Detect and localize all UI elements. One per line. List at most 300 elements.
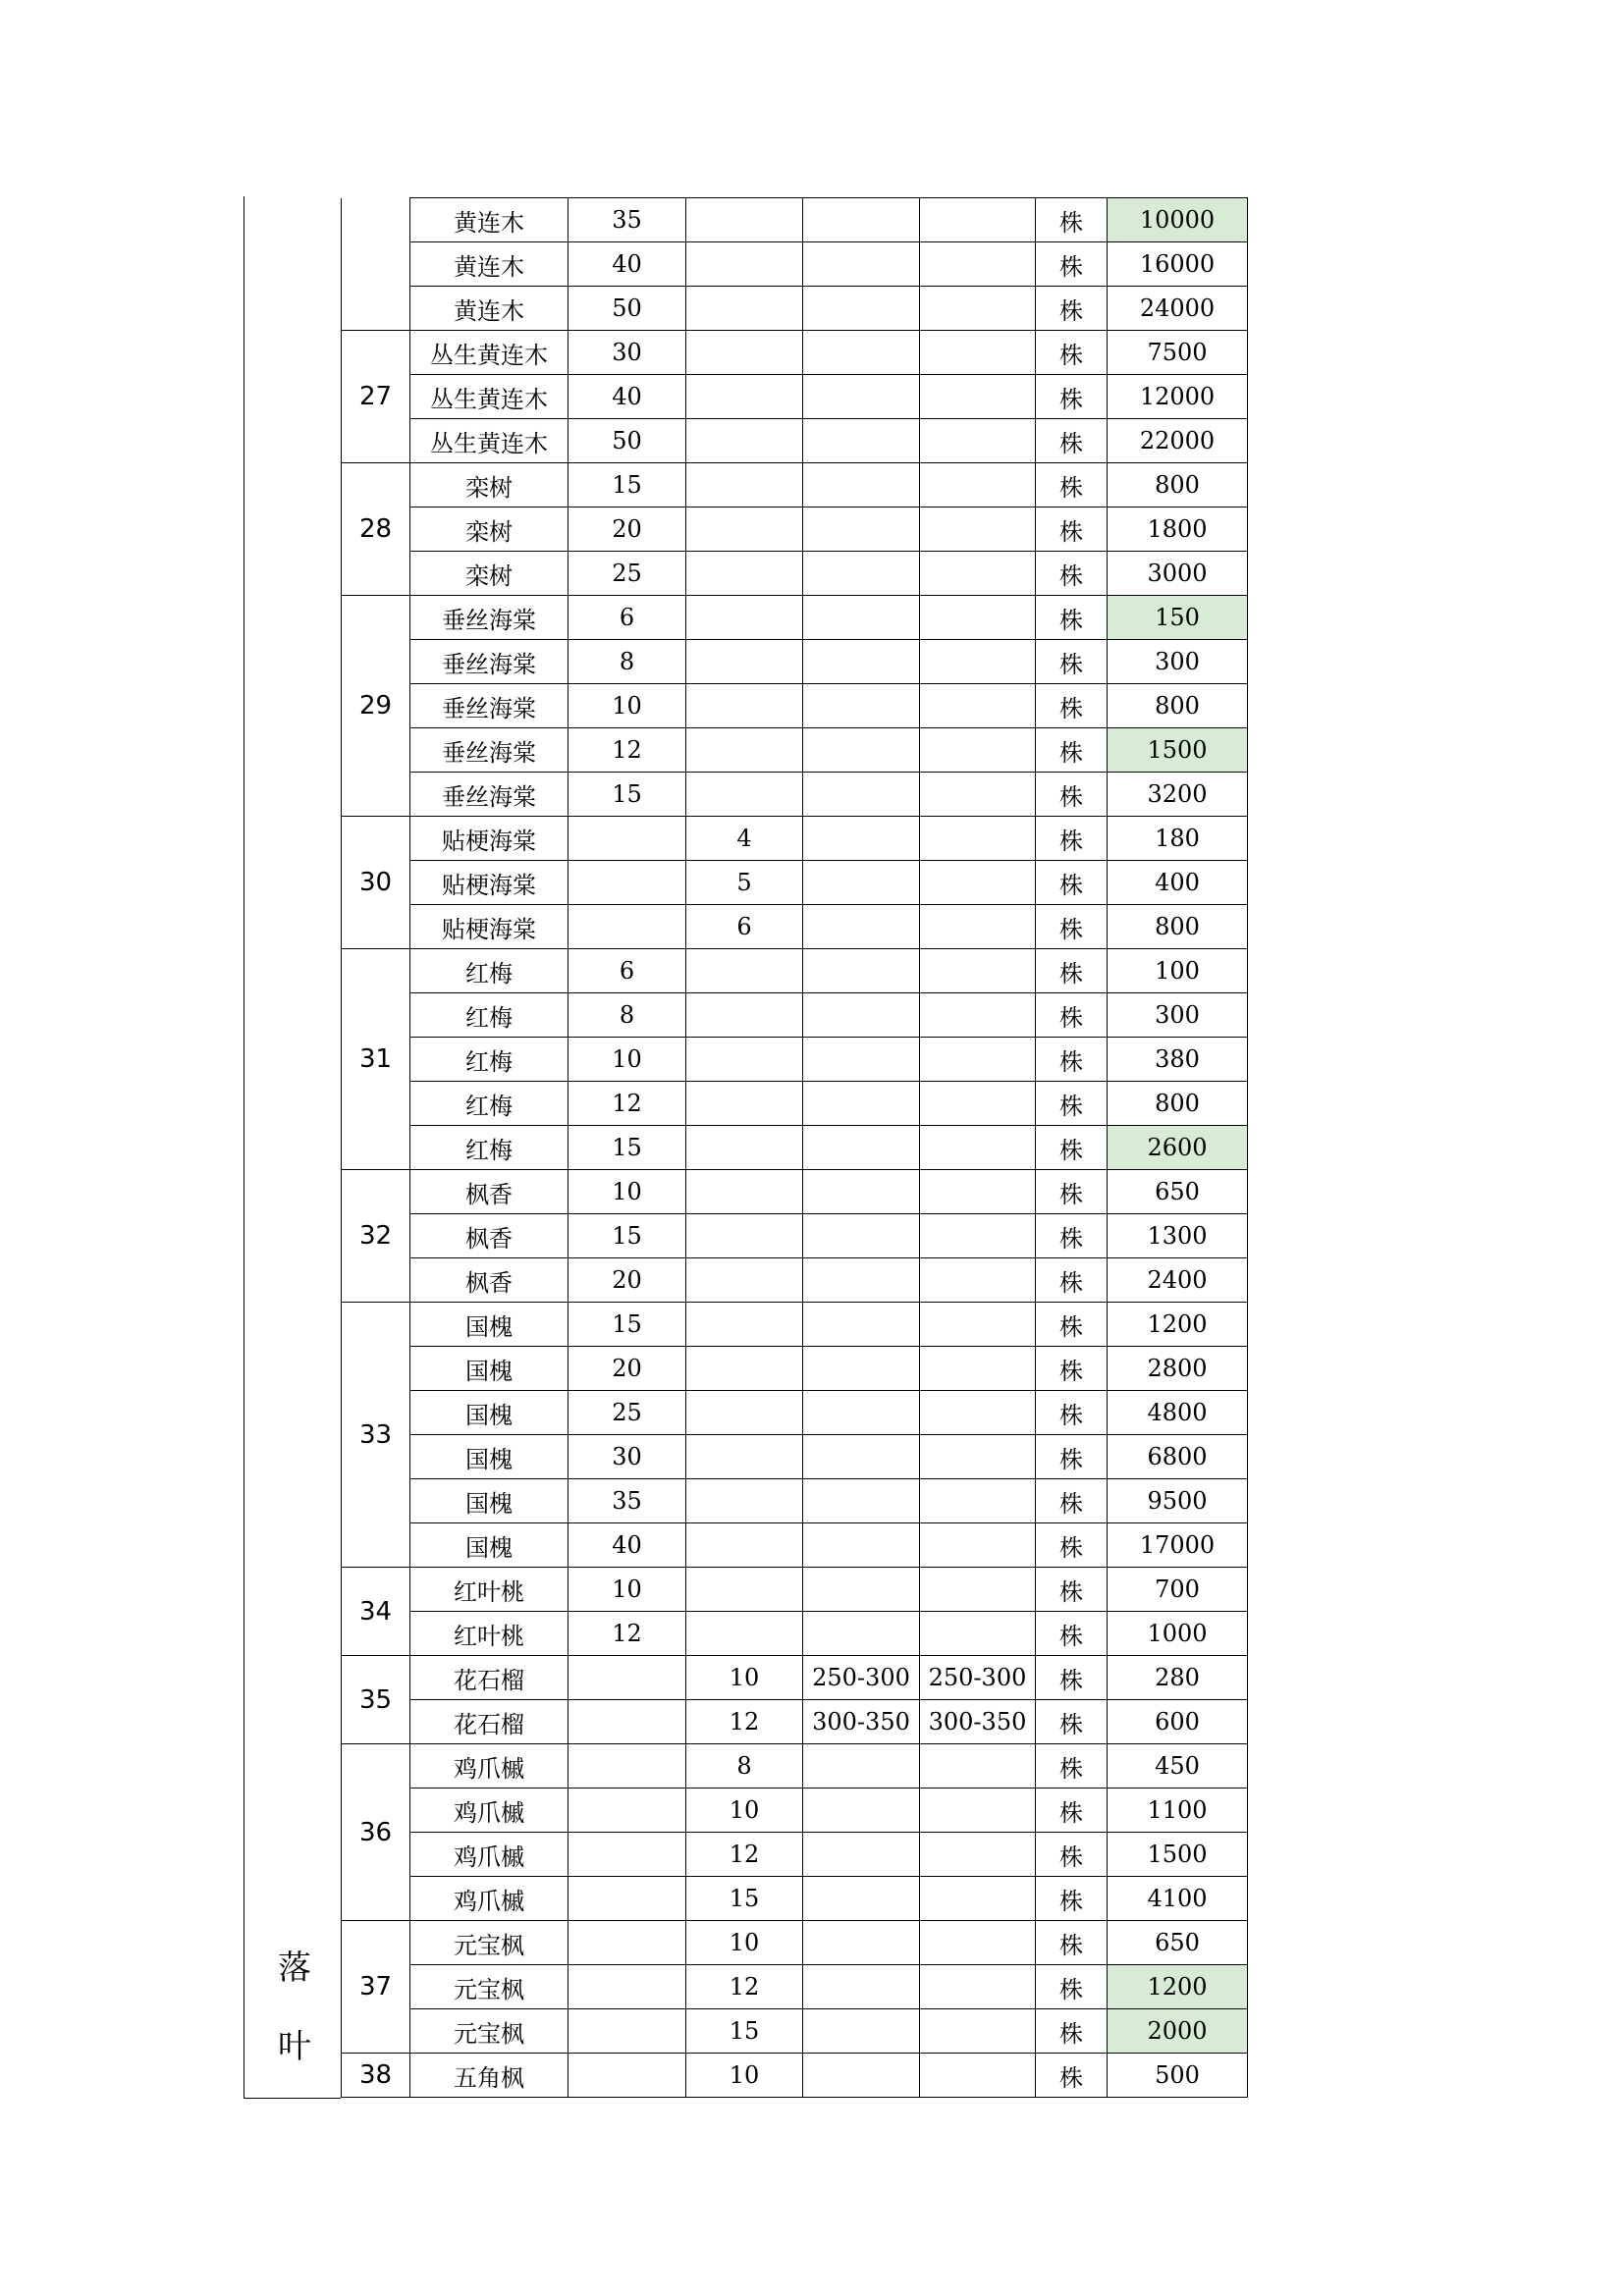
table-row <box>342 684 1248 728</box>
table-row <box>342 1347 1248 1391</box>
spec-col-1-cell: 15 <box>568 773 686 817</box>
table-row <box>342 1965 1248 2009</box>
price-cell: 400 <box>1108 861 1248 905</box>
spec-col-2-cell <box>686 773 803 817</box>
unit-cell: 株 <box>1036 1391 1108 1435</box>
spec-col-2-cell: 12 <box>686 1700 803 1744</box>
table-row <box>342 1126 1248 1170</box>
unit-cell: 株 <box>1036 993 1108 1038</box>
unit-cell: 株 <box>1036 1523 1108 1568</box>
spec-col-1-cell <box>568 1965 686 2009</box>
table-row <box>342 1789 1248 1833</box>
price-cell: 180 <box>1108 817 1248 861</box>
plant-name-cell: 红梅 <box>410 1038 568 1082</box>
group-number-cell: 36 <box>342 1744 410 1921</box>
spec-col-2-cell <box>686 949 803 993</box>
spec-col-1-cell: 12 <box>568 728 686 773</box>
spec-col-4-cell <box>920 1258 1036 1303</box>
spec-col-4-cell <box>920 1612 1036 1656</box>
spec-col-4-cell <box>920 1303 1036 1347</box>
spec-col-3-cell <box>803 419 920 463</box>
price-cell: 9500 <box>1108 1479 1248 1523</box>
category-label-char-1: 落 <box>278 1949 311 1988</box>
plant-name-cell: 红梅 <box>410 1082 568 1126</box>
spec-col-2-cell <box>686 1347 803 1391</box>
spec-col-4-cell: 300-350 <box>920 1700 1036 1744</box>
spec-col-1-cell: 15 <box>568 1126 686 1170</box>
spec-col-3-cell <box>803 1258 920 1303</box>
spec-col-4-cell <box>920 640 1036 684</box>
price-cell: 4100 <box>1108 1877 1248 1921</box>
spec-col-4-cell <box>920 419 1036 463</box>
spec-col-4-cell <box>920 2009 1036 2054</box>
spec-col-2-cell <box>686 419 803 463</box>
spec-col-4-cell <box>920 1435 1036 1479</box>
spec-col-4-cell <box>920 1479 1036 1523</box>
group-number-cell: 32 <box>342 1170 410 1303</box>
plant-name-cell: 垂丝海棠 <box>410 596 568 640</box>
spec-col-1-cell: 10 <box>568 1568 686 1612</box>
spec-col-2-cell <box>686 287 803 331</box>
unit-cell: 株 <box>1036 419 1108 463</box>
spec-col-1-cell: 50 <box>568 419 686 463</box>
category-label-char-2: 叶 <box>278 2027 311 2066</box>
spec-col-3-cell <box>803 2009 920 2054</box>
table-row <box>342 1656 1248 1700</box>
spec-col-3-cell <box>803 684 920 728</box>
category-column-bottom-border <box>244 2098 341 2099</box>
table-row <box>342 773 1248 817</box>
price-cell: 1300 <box>1108 1214 1248 1258</box>
spec-col-2-cell <box>686 1479 803 1523</box>
price-cell: 600 <box>1108 1700 1248 1744</box>
spec-col-2-cell: 10 <box>686 1921 803 1965</box>
plant-name-cell: 黄连木 <box>410 287 568 331</box>
plant-name-cell: 鸡爪槭 <box>410 1833 568 1877</box>
price-cell: 800 <box>1108 684 1248 728</box>
spec-col-3-cell <box>803 198 920 242</box>
plant-name-cell: 栾树 <box>410 463 568 507</box>
table-row <box>342 1479 1248 1523</box>
spec-col-2-cell <box>686 728 803 773</box>
plant-name-cell: 元宝枫 <box>410 1921 568 1965</box>
spec-col-4-cell <box>920 463 1036 507</box>
plant-name-cell: 国槐 <box>410 1347 568 1391</box>
table-row <box>342 2054 1248 2098</box>
spec-col-4-cell <box>920 287 1036 331</box>
group-number-cell: 38 <box>342 2054 410 2098</box>
spec-col-2-cell <box>686 684 803 728</box>
spec-col-2-cell: 6 <box>686 905 803 949</box>
unit-cell: 株 <box>1036 2054 1108 2098</box>
spec-col-4-cell <box>920 993 1036 1038</box>
spec-col-4-cell <box>920 861 1036 905</box>
plant-name-cell: 栾树 <box>410 552 568 596</box>
price-cell: 2400 <box>1108 1258 1248 1303</box>
spec-col-4-cell <box>920 1214 1036 1258</box>
spec-col-2-cell <box>686 1523 803 1568</box>
plant-name-cell: 黄连木 <box>410 242 568 287</box>
spec-col-1-cell <box>568 1700 686 1744</box>
spec-col-4-cell <box>920 596 1036 640</box>
spec-col-1-cell: 40 <box>568 242 686 287</box>
plant-name-cell: 五角枫 <box>410 2054 568 2098</box>
spec-col-1-cell: 40 <box>568 375 686 419</box>
spec-col-4-cell <box>920 1523 1036 1568</box>
plant-name-cell: 国槐 <box>410 1479 568 1523</box>
plant-name-cell: 贴梗海棠 <box>410 905 568 949</box>
spec-col-1-cell: 20 <box>568 1347 686 1391</box>
spec-col-2-cell <box>686 640 803 684</box>
price-cell: 300 <box>1108 993 1248 1038</box>
spec-col-4-cell <box>920 198 1036 242</box>
spec-col-4-cell <box>920 1789 1036 1833</box>
spec-col-1-cell: 12 <box>568 1082 686 1126</box>
spec-col-3-cell <box>803 817 920 861</box>
spec-col-4-cell <box>920 1082 1036 1126</box>
spec-col-1-cell: 6 <box>568 949 686 993</box>
spec-col-2-cell <box>686 463 803 507</box>
plant-name-cell: 花石榴 <box>410 1656 568 1700</box>
price-cell: 12000 <box>1108 375 1248 419</box>
spec-col-1-cell <box>568 1789 686 1833</box>
spec-col-1-cell <box>568 1656 686 1700</box>
plant-name-cell: 黄连木 <box>410 198 568 242</box>
spec-col-1-cell: 8 <box>568 993 686 1038</box>
group-number-cell: 35 <box>342 1656 410 1744</box>
plant-name-cell: 枫香 <box>410 1214 568 1258</box>
spec-col-3-cell: 300-350 <box>803 1700 920 1744</box>
spec-col-2-cell <box>686 331 803 375</box>
spec-col-3-cell <box>803 861 920 905</box>
plant-name-cell: 国槐 <box>410 1435 568 1479</box>
price-cell: 2000 <box>1108 2009 1248 2054</box>
table-row <box>342 640 1248 684</box>
unit-cell: 株 <box>1036 1656 1108 1700</box>
plant-name-cell: 栾树 <box>410 507 568 552</box>
table-row <box>342 198 1248 242</box>
spec-col-1-cell: 40 <box>568 1523 686 1568</box>
spec-col-2-cell <box>686 1258 803 1303</box>
unit-cell: 株 <box>1036 728 1108 773</box>
price-cell: 1500 <box>1108 1833 1248 1877</box>
plant-name-cell: 垂丝海棠 <box>410 684 568 728</box>
spec-col-4-cell <box>920 1744 1036 1789</box>
unit-cell: 株 <box>1036 1038 1108 1082</box>
spec-col-2-cell: 12 <box>686 1965 803 2009</box>
price-cell: 380 <box>1108 1038 1248 1082</box>
spec-col-3-cell <box>803 242 920 287</box>
spec-col-3-cell <box>803 949 920 993</box>
price-cell: 280 <box>1108 1656 1248 1700</box>
spec-col-2-cell: 8 <box>686 1744 803 1789</box>
spec-col-3-cell <box>803 993 920 1038</box>
price-cell: 3200 <box>1108 773 1248 817</box>
group-number-cell: 34 <box>342 1568 410 1656</box>
spec-col-4-cell <box>920 1038 1036 1082</box>
spec-col-3-cell <box>803 1833 920 1877</box>
spec-col-4-cell <box>920 1833 1036 1877</box>
price-cell: 150 <box>1108 596 1248 640</box>
spec-col-4-cell <box>920 242 1036 287</box>
spec-col-4-cell <box>920 1965 1036 2009</box>
price-cell: 700 <box>1108 1568 1248 1612</box>
price-cell: 300 <box>1108 640 1248 684</box>
spec-col-2-cell: 4 <box>686 817 803 861</box>
plant-name-cell: 国槐 <box>410 1303 568 1347</box>
spec-col-2-cell <box>686 1435 803 1479</box>
plant-name-cell: 枫香 <box>410 1258 568 1303</box>
table-row <box>342 817 1248 861</box>
table-row <box>342 552 1248 596</box>
table-row <box>342 1303 1248 1347</box>
spec-col-2-cell <box>686 1126 803 1170</box>
table-row <box>342 728 1248 773</box>
unit-cell: 株 <box>1036 1435 1108 1479</box>
plant-name-cell: 鸡爪槭 <box>410 1877 568 1921</box>
spec-col-2-cell: 5 <box>686 861 803 905</box>
spec-col-3-cell <box>803 1612 920 1656</box>
spec-col-2-cell: 15 <box>686 1877 803 1921</box>
spec-col-2-cell <box>686 507 803 552</box>
price-cell: 100 <box>1108 949 1248 993</box>
plant-name-cell: 垂丝海棠 <box>410 640 568 684</box>
price-cell: 1800 <box>1108 507 1248 552</box>
spec-col-1-cell: 10 <box>568 1038 686 1082</box>
unit-cell: 株 <box>1036 1921 1108 1965</box>
unit-cell: 株 <box>1036 552 1108 596</box>
unit-cell: 株 <box>1036 287 1108 331</box>
spec-col-1-cell: 35 <box>568 198 686 242</box>
spec-col-3-cell <box>803 507 920 552</box>
unit-cell: 株 <box>1036 1082 1108 1126</box>
spec-col-1-cell <box>568 1921 686 1965</box>
price-cell: 1200 <box>1108 1303 1248 1347</box>
spec-col-1-cell: 8 <box>568 640 686 684</box>
spec-col-2-cell: 15 <box>686 2009 803 2054</box>
spec-col-1-cell: 50 <box>568 287 686 331</box>
unit-cell: 株 <box>1036 375 1108 419</box>
plant-name-cell: 国槐 <box>410 1523 568 1568</box>
price-cell: 800 <box>1108 905 1248 949</box>
spec-col-3-cell <box>803 1038 920 1082</box>
spec-col-1-cell: 35 <box>568 1479 686 1523</box>
spec-col-2-cell <box>686 1568 803 1612</box>
group-number-cell: 30 <box>342 817 410 949</box>
group-number-cell: 31 <box>342 949 410 1170</box>
table-row <box>342 1833 1248 1877</box>
spec-col-2-cell: 12 <box>686 1833 803 1877</box>
spec-col-4-cell <box>920 949 1036 993</box>
table-row <box>342 949 1248 993</box>
spec-col-2-cell <box>686 242 803 287</box>
price-cell: 800 <box>1108 463 1248 507</box>
plant-name-cell: 贴梗海棠 <box>410 861 568 905</box>
table-row <box>342 1038 1248 1082</box>
price-cell: 800 <box>1108 1082 1248 1126</box>
spec-col-1-cell: 15 <box>568 463 686 507</box>
unit-cell: 株 <box>1036 773 1108 817</box>
spec-col-1-cell: 10 <box>568 684 686 728</box>
group-number-cell: 28 <box>342 463 410 596</box>
spec-col-3-cell <box>803 1744 920 1789</box>
table-row <box>342 1082 1248 1126</box>
spec-col-1-cell: 30 <box>568 1435 686 1479</box>
plant-name-cell: 垂丝海棠 <box>410 773 568 817</box>
spec-col-3-cell <box>803 1303 920 1347</box>
spec-col-3-cell <box>803 1214 920 1258</box>
spec-col-3-cell <box>803 1347 920 1391</box>
plant-name-cell: 鸡爪槭 <box>410 1744 568 1789</box>
spec-col-4-cell <box>920 1877 1036 1921</box>
spec-col-1-cell: 12 <box>568 1612 686 1656</box>
table-row <box>342 1877 1248 1921</box>
spec-col-2-cell: 10 <box>686 2054 803 2098</box>
spec-col-3-cell <box>803 2054 920 2098</box>
spec-col-2-cell <box>686 1214 803 1258</box>
unit-cell: 株 <box>1036 1877 1108 1921</box>
price-cell: 1200 <box>1108 1965 1248 2009</box>
spec-col-4-cell <box>920 507 1036 552</box>
price-cell: 17000 <box>1108 1523 1248 1568</box>
table-row <box>342 507 1248 552</box>
spec-col-1-cell: 20 <box>568 1258 686 1303</box>
price-cell: 650 <box>1108 1170 1248 1214</box>
unit-cell: 株 <box>1036 2009 1108 2054</box>
unit-cell: 株 <box>1036 1568 1108 1612</box>
plant-name-cell: 枫香 <box>410 1170 568 1214</box>
price-cell: 7500 <box>1108 331 1248 375</box>
spec-col-3-cell <box>803 640 920 684</box>
plant-name-cell: 元宝枫 <box>410 2009 568 2054</box>
unit-cell: 株 <box>1036 1479 1108 1523</box>
unit-cell: 株 <box>1036 1303 1108 1347</box>
unit-cell: 株 <box>1036 684 1108 728</box>
unit-cell: 株 <box>1036 1833 1108 1877</box>
spec-col-2-cell <box>686 1612 803 1656</box>
unit-cell: 株 <box>1036 596 1108 640</box>
spec-col-3-cell <box>803 331 920 375</box>
spec-col-2-cell <box>686 1038 803 1082</box>
unit-cell: 株 <box>1036 1965 1108 2009</box>
spec-col-4-cell <box>920 1921 1036 1965</box>
plant-name-cell: 鸡爪槭 <box>410 1789 568 1833</box>
spec-col-4-cell <box>920 375 1036 419</box>
price-cell: 24000 <box>1108 287 1248 331</box>
unit-cell: 株 <box>1036 1258 1108 1303</box>
price-cell: 450 <box>1108 1744 1248 1789</box>
price-cell: 2600 <box>1108 1126 1248 1170</box>
spec-col-2-cell <box>686 1303 803 1347</box>
table-row <box>342 1612 1248 1656</box>
spec-col-1-cell <box>568 1877 686 1921</box>
spec-col-1-cell <box>568 817 686 861</box>
spec-col-4-cell <box>920 1391 1036 1435</box>
unit-cell: 株 <box>1036 1347 1108 1391</box>
spec-col-4-cell: 250-300 <box>920 1656 1036 1700</box>
spec-col-3-cell <box>803 287 920 331</box>
table-row <box>342 1170 1248 1214</box>
unit-cell: 株 <box>1036 817 1108 861</box>
plant-name-cell: 红梅 <box>410 993 568 1038</box>
spec-col-2-cell <box>686 552 803 596</box>
spec-col-3-cell: 250-300 <box>803 1656 920 1700</box>
spec-col-1-cell: 30 <box>568 331 686 375</box>
spec-col-1-cell <box>568 1744 686 1789</box>
group-number-cell <box>342 198 410 331</box>
table-row <box>342 596 1248 640</box>
table-row <box>342 331 1248 375</box>
spec-col-4-cell <box>920 684 1036 728</box>
spec-col-3-cell <box>803 773 920 817</box>
unit-cell: 株 <box>1036 242 1108 287</box>
spec-col-3-cell <box>803 1479 920 1523</box>
spec-col-4-cell <box>920 773 1036 817</box>
price-table-body <box>342 198 1248 2098</box>
unit-cell: 株 <box>1036 905 1108 949</box>
spec-col-2-cell <box>686 375 803 419</box>
spec-col-2-cell: 10 <box>686 1656 803 1700</box>
spec-col-3-cell <box>803 1789 920 1833</box>
plant-name-cell: 红叶桃 <box>410 1568 568 1612</box>
spec-col-1-cell: 15 <box>568 1214 686 1258</box>
spec-col-1-cell: 6 <box>568 596 686 640</box>
spec-col-2-cell <box>686 1082 803 1126</box>
spec-col-3-cell <box>803 1965 920 2009</box>
spec-col-3-cell <box>803 1082 920 1126</box>
unit-cell: 株 <box>1036 1744 1108 1789</box>
spec-col-3-cell <box>803 1877 920 1921</box>
spec-col-2-cell <box>686 198 803 242</box>
table-row <box>342 287 1248 331</box>
unit-cell: 株 <box>1036 1700 1108 1744</box>
spec-col-3-cell <box>803 905 920 949</box>
plant-name-cell: 垂丝海棠 <box>410 728 568 773</box>
spec-col-1-cell: 10 <box>568 1170 686 1214</box>
table-row <box>342 375 1248 419</box>
table-row <box>342 419 1248 463</box>
spec-col-4-cell <box>920 331 1036 375</box>
price-cell: 16000 <box>1108 242 1248 287</box>
price-cell: 22000 <box>1108 419 1248 463</box>
unit-cell: 株 <box>1036 198 1108 242</box>
spec-col-4-cell <box>920 1126 1036 1170</box>
table-row <box>342 1391 1248 1435</box>
spec-col-2-cell <box>686 993 803 1038</box>
spec-col-3-cell <box>803 463 920 507</box>
plant-name-cell: 贴梗海棠 <box>410 817 568 861</box>
group-number-cell: 29 <box>342 596 410 817</box>
spec-col-1-cell: 25 <box>568 552 686 596</box>
unit-cell: 株 <box>1036 331 1108 375</box>
spec-col-4-cell <box>920 1170 1036 1214</box>
unit-cell: 株 <box>1036 1612 1108 1656</box>
spec-col-2-cell: 10 <box>686 1789 803 1833</box>
price-cell: 4800 <box>1108 1391 1248 1435</box>
price-cell: 10000 <box>1108 198 1248 242</box>
spec-col-3-cell <box>803 1435 920 1479</box>
table-row <box>342 1435 1248 1479</box>
table-row <box>342 993 1248 1038</box>
spec-col-4-cell <box>920 728 1036 773</box>
unit-cell: 株 <box>1036 507 1108 552</box>
spec-col-3-cell <box>803 1568 920 1612</box>
spec-col-4-cell <box>920 905 1036 949</box>
plant-name-cell: 红叶桃 <box>410 1612 568 1656</box>
spec-col-4-cell <box>920 552 1036 596</box>
spec-col-1-cell: 25 <box>568 1391 686 1435</box>
unit-cell: 株 <box>1036 1170 1108 1214</box>
